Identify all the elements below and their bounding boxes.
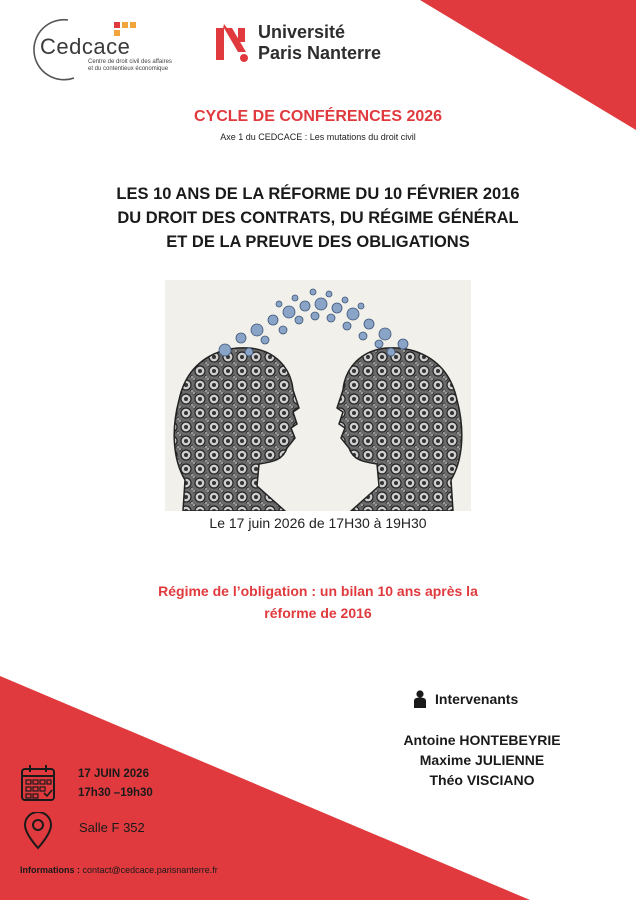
contact-email[interactable]: contact@cedcace.parisnanterre.fr [82, 865, 218, 875]
conference-topic: Régime de l’obligation : un bilan 10 ans après la réforme de 2016 [158, 583, 478, 621]
person-icon [413, 690, 427, 708]
universite-paris-nanterre-logo [214, 22, 434, 68]
event-room: Salle F 352 [79, 820, 145, 835]
gears-heads-illustration [165, 280, 471, 511]
axis-subtitle: Axe 1 du CEDCACE : Les mutations du droit civil [220, 132, 416, 142]
speakers-list [372, 730, 592, 790]
event-date: 17 JUIN 2026 [78, 768, 149, 780]
upn-wordmark: Université Paris Nanterre [258, 22, 382, 63]
cedcace-logo [28, 14, 198, 84]
contact-info [20, 865, 218, 875]
event-time: 17h30 –19h30 [78, 787, 153, 799]
contact-label: Informations : [20, 865, 80, 875]
title-line: DU DROIT DES CONTRATS, DU RÉGIME GÉNÉRAL [117, 209, 519, 227]
title-line: ET DE LA PREUVE DES OBLIGATIONS [166, 233, 470, 251]
speaker-name: Théo VISCIANO [429, 772, 535, 788]
cedcace-wordmark: Cedcace [40, 34, 131, 59]
event-date-line: Le 17 juin 2026 de 17H30 à 19H30 [209, 515, 427, 531]
cycle-title: CYCLE DE CONFÉRENCES 2026 [193, 108, 443, 125]
title-line: LES 10 ANS DE LA RÉFORME DU 10 FÉVRIER 2016 [116, 185, 520, 203]
calendar-icon [20, 764, 56, 802]
location-pin-icon [22, 812, 54, 850]
speaker-name: Antoine HONTEBEYRIE [403, 732, 561, 748]
conference-title [0, 182, 636, 254]
cedcace-subtitle: Centre de droit civil des affaires et du contentieux économique [88, 59, 172, 72]
intervenants-heading: Intervenants [413, 690, 518, 708]
speaker-name: Maxime JULIENNE [419, 752, 545, 768]
